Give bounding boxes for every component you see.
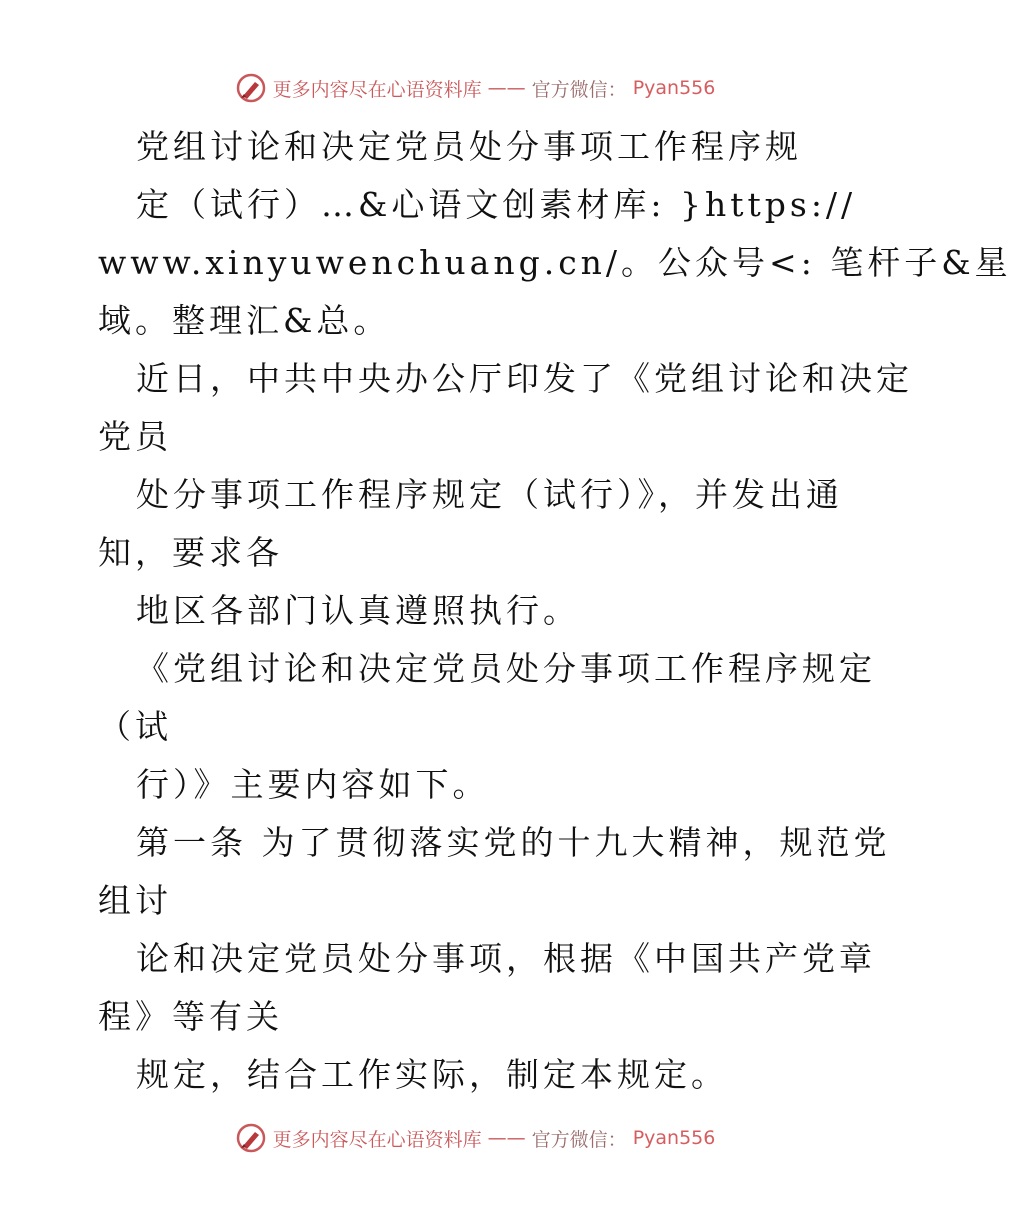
watermark-text: 更多内容尽在心语资料库 [272, 1128, 482, 1151]
wechat-label: 官方微信： [531, 78, 627, 101]
text-line: 《党组讨论和决定党员处分事项工作程序规定 [136, 649, 876, 688]
text-line: 知，要求各 [98, 533, 283, 572]
text-line: 定（试行）…&心语文创素材库: }https:// [136, 185, 857, 224]
header-watermark [0, 72, 950, 104]
pen-logo-icon [235, 72, 267, 104]
text-line: 近日，中共中央办公厅印发了《党组讨论和决定 [136, 359, 913, 398]
watermark-text: 更多内容尽在心语资料库 [272, 78, 482, 101]
text-line: 规定，结合工作实际，制定本规定。 [136, 1055, 728, 1094]
text-line: 地区各部门认真遵照执行。 [136, 591, 580, 630]
wechat-label: 官方微信： [531, 1128, 627, 1151]
text-line: 第一条 为了贯彻落实党的十九大精神，规范党 [136, 823, 891, 862]
text-line: 域。整理汇&总。 [98, 301, 391, 340]
watermark-dash: —— [487, 77, 526, 99]
text-line: 论和决定党员处分事项，根据《中国共产党章 [136, 939, 876, 978]
text-line: 党组讨论和决定党员处分事项工作程序规 [136, 127, 802, 166]
text-line: www.xinyuwenchuang.cn/。公众号<: 笔杆子&星 [98, 243, 1012, 282]
wechat-id: Pyan556 [632, 77, 716, 99]
text-line: 组讨 [98, 881, 172, 920]
footer-watermark [0, 1122, 950, 1154]
document-body [98, 118, 1012, 1104]
watermark-dash: —— [487, 1127, 526, 1149]
wechat-id: Pyan556 [632, 1127, 716, 1149]
text-line: 处分事项工作程序规定（试行）》，并发出通 [136, 475, 843, 514]
text-line: 程》等有关 [98, 997, 283, 1036]
text-line: （试 [98, 707, 172, 746]
text-line: 行）》主要内容如下。 [136, 765, 490, 804]
text-line: 党员 [98, 417, 172, 456]
pen-logo-icon [235, 1122, 267, 1154]
